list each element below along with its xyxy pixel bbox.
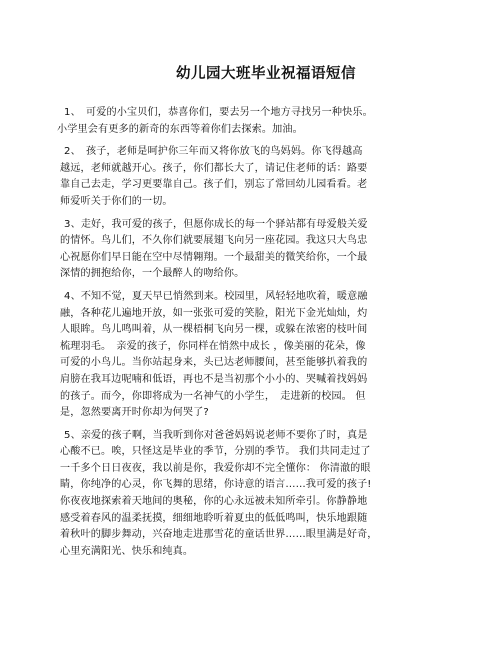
- paragraph-4: [60, 289, 464, 422]
- paragraph-line: 心酸不已。唉，只怪这是毕业的季节，分别的季节。 我们共同走过了: [60, 446, 371, 458]
- paragraph-line: 5、亲爱的孩子啊，当我听到你对爸爸妈妈说老师不要你了时，真是: [64, 429, 368, 441]
- paragraph-line: 感受着春风的温柔抚摸，细细地聆听着夏虫的低低鸣叫，快乐地跟随: [60, 512, 368, 524]
- paragraph-2: [60, 144, 464, 210]
- paragraph-line: 心里充满阳光、快乐和纯真。: [60, 545, 194, 557]
- document-title: 幼儿园大班毕业祝福语短信: [176, 65, 356, 82]
- paragraph-line: 小学里会有更多的新奇的东西等着你们去探索。加油。: [57, 123, 303, 135]
- paragraph-line: 你夜夜地探索着天地间的奥秘，你的心永远被未知所牵引。你静静地: [60, 496, 368, 508]
- paragraph-line: 肩膀在我耳边呢喃和低语，再也不是当初那个小小的、哭喊着找妈妈: [60, 373, 368, 385]
- paragraph-line: 3、走好，我可爱的孩子，但愿你成长的每一个驿站都有母爱般关爱: [64, 218, 368, 230]
- paragraph-1: [57, 105, 464, 138]
- paragraph-3: [60, 217, 464, 283]
- paragraph-line: 2、 孩子，老师是呵护你三年而又将你放飞的鸟妈妈。你飞得越高: [64, 146, 363, 158]
- paragraph-line: 是，忽然要离开时你却为何哭了?: [60, 407, 209, 419]
- paragraph-line: 4、不知不觉，夏天早已悄然到来。校园里，风轻轻地吹着，暖意融: [64, 290, 368, 302]
- paragraph-line: 睛，你纯净的心灵，你飞舞的思绪，你诗意的语言……我可爱的孩子!: [60, 479, 372, 491]
- paragraph-line: 深情的拥抱给你，一个最醉人的吻给你。: [60, 268, 245, 280]
- paragraph-line: 一千多个日日夜夜，我以前是你，我爱你却不完全懂你： 你清澈的眼: [60, 462, 371, 474]
- paragraph-line: 着秋叶的脚步舞动，兴奋地走进那雪花的童话世界……眼里满是好奇，: [60, 529, 378, 541]
- paragraph-line: 融，各种花儿遍地开放，如一张张可爱的笑脸，阳光下金光灿灿，灼: [60, 307, 368, 319]
- paragraph-line: 越远，老师就越开心。孩子，你们都长大了，请记住老师的话：路要: [60, 162, 368, 174]
- paragraph-line: 人眼眸。鸟儿鸣叫着，从一棵梧桐飞向另一棵，或躲在浓密的枝叶间: [60, 324, 368, 336]
- paragraph-line: 梳理羽毛。 亲爱的孩子，你同样在悄然中成长 ，像美丽的花朵，像: [60, 340, 366, 352]
- paragraph-5: [60, 428, 464, 561]
- paragraph-line: 的孩子。而今，你即将成为一名神气的小学生， 走进新的校园。 但: [60, 390, 366, 402]
- paragraph-line: 心祝愿你们早日能在空中尽情翱翔。一个最甜美的微笑给你，一个最: [60, 251, 368, 263]
- paragraph-line: 靠自己去走，学习更要靠自己。孩子们，别忘了常回幼儿园看看。老: [60, 179, 368, 191]
- paragraph-line: 的情怀。鸟儿们，不久你们就要展翅飞向另一座花园。我这只大鸟忠: [60, 235, 368, 247]
- paragraph-line: 师爱听关于你们的一切。: [60, 195, 173, 207]
- paragraph-line: 1、 可爱的小宝贝们，恭喜你们，要去另一个地方寻找另一种快乐。: [64, 107, 373, 118]
- paragraph-line: 可爱的小鸟儿。当你站起身来，头已达老师腰间，甚至能够扒着我的: [60, 357, 368, 369]
